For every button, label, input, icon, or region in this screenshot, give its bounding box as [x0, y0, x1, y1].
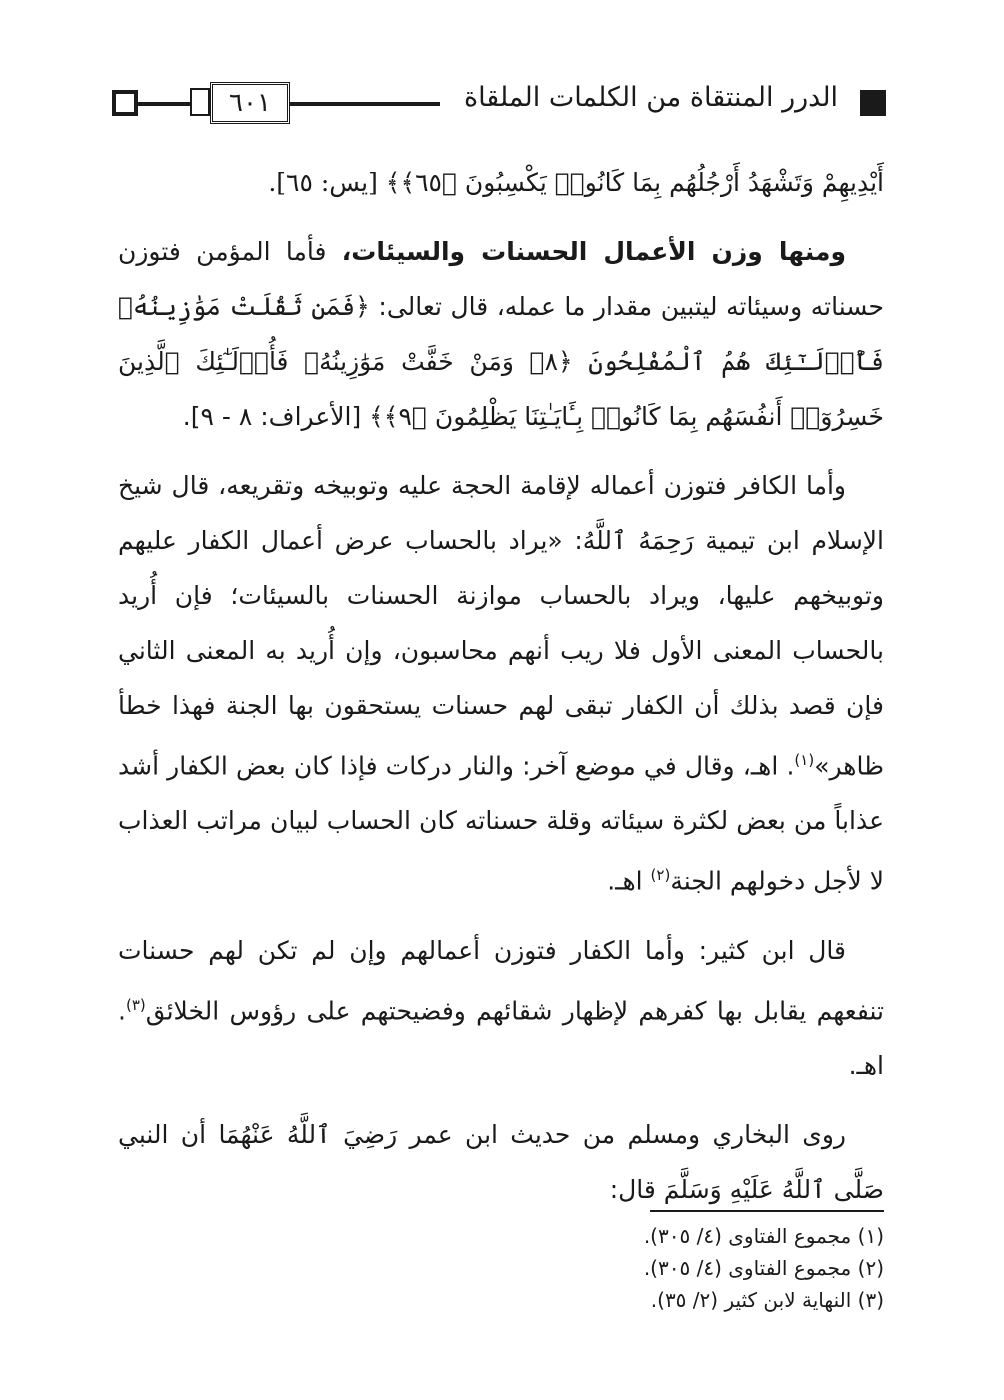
paragraph-1-text: فأما المؤمن فتوزن حسناته وسيئاته ليتبين مقدار ما عمله، قال تعالى:: [118, 237, 884, 321]
paragraph-3: [118, 923, 884, 1093]
footnote-marker-1: (١): [794, 751, 815, 769]
page-header: [112, 80, 882, 130]
paragraph-3-text: قال ابن كثير: وأما الكفار فتوزن أعمالهم وإن لم تكن لهم حسنات تنفعهم يقابل بها كفرهم لإظهار شقائهم وفضيحتهم على رؤوس الخلائق: [118, 935, 884, 1025]
page-number: ٦٠١: [210, 82, 290, 124]
footnotes: [500, 1220, 884, 1316]
paragraph-2: [118, 458, 884, 909]
header-square-left: [112, 90, 138, 116]
paragraph-2-text: وأما الكافر فتوزن أعماله لإقامة الحجة عليه وتوبيخه وتقريعه، قال شيخ الإسلام ابن تيمية رَحِمَهُ ٱللَّهُ: «يراد بالحساب عرض أعمال الكفار عليهم وتوبيخهم عليها، ويراد بالحساب موازنة الحسنات بالسيئات؛ فإن أُريد بالحساب المعنى الأول فلا ريب أنهم محاسبون، وإن أُريد به المعنى الثاني فإن قصد بذلك أن الكفار تبقى لهم حسنات يستحقون بها الجنة فهذا خطأ ظاهر»: [118, 471, 884, 781]
paragraph-2-tail: . اهـ، وقال في موضع آخر: والنار دركات فإذا كان بعض الكفار أشد عذاباً من بعض لكثرة سيئاته وقلة حسناته كان الحساب لبيان مراتب العذاب لا لأجل دخولهم الجنة: [118, 751, 884, 896]
footnote-3: (٣) النهاية لابن كثير (٢/ ٣٥).: [650, 1288, 884, 1312]
quran-verse-yasin: أَيْدِيهِمْ وَتَشْهَدُ أَرْجُلُهُم بِمَا كَانُوا۟ يَكْسِبُونَ ﴿٦٥﴾﴾ [يس: ٦٥].: [268, 168, 884, 197]
footnote-marker-3: (٣): [125, 995, 146, 1014]
header-square-right: [860, 90, 886, 116]
page-box-ornament-left: [190, 88, 210, 116]
book-title: الدرر المنتقاة من الكلمات الملقاة: [442, 82, 860, 113]
paragraph-1: [118, 224, 884, 444]
header-rule-middle: [290, 102, 440, 106]
paragraph-0: [118, 155, 884, 210]
footnote-separator: [650, 1210, 884, 1212]
footnote-2: (٢) مجموع الفتاوى (٤/ ٣٠٥).: [643, 1256, 884, 1280]
footnote-1: (١) مجموع الفتاوى (٤/ ٣٠٥).: [643, 1224, 884, 1248]
paragraph-4: [118, 1107, 884, 1217]
heading-weighing-deeds: ومنها وزن الأعمال الحسنات والسيئات،: [341, 237, 846, 266]
footnote-marker-2: (٢): [650, 866, 671, 885]
paragraph-3-end: . اهـ.: [118, 995, 884, 1080]
paragraph-2-end: اهـ.: [607, 866, 651, 896]
quran-ref-araf: [الأعراف: ٨ - ٩].: [182, 402, 370, 431]
quran-verse-araf: ﴿فَمَن ثَقُلَتْ مَوَٰزِينُهُۥ فَأُو۟لَـٰٓئِكَ هُمُ ٱلْمُفْلِحُونَ ﴿٨﴾ وَمَنْ خَفَّتْ مَوَٰزِينُهُۥ فَأُو۟لَـٰٓئِكَ ٱلَّذِينَ خَسِرُوٓا۟ أَنفُسَهُم بِمَا كَانُوا۟ بِـَٔايَـٰتِنَا يَظْلِمُونَ ﴿٩﴾﴾: [118, 292, 884, 431]
paragraph-4-text: روى البخاري ومسلم من حديث ابن عمر رَضِيَ ٱللَّهُ عَنْهُمَا أن النبي صَلَّى ٱللَّهُ عَلَيْهِ وَسَلَّمَ قال:: [118, 1119, 884, 1204]
page-body: [118, 155, 884, 1231]
